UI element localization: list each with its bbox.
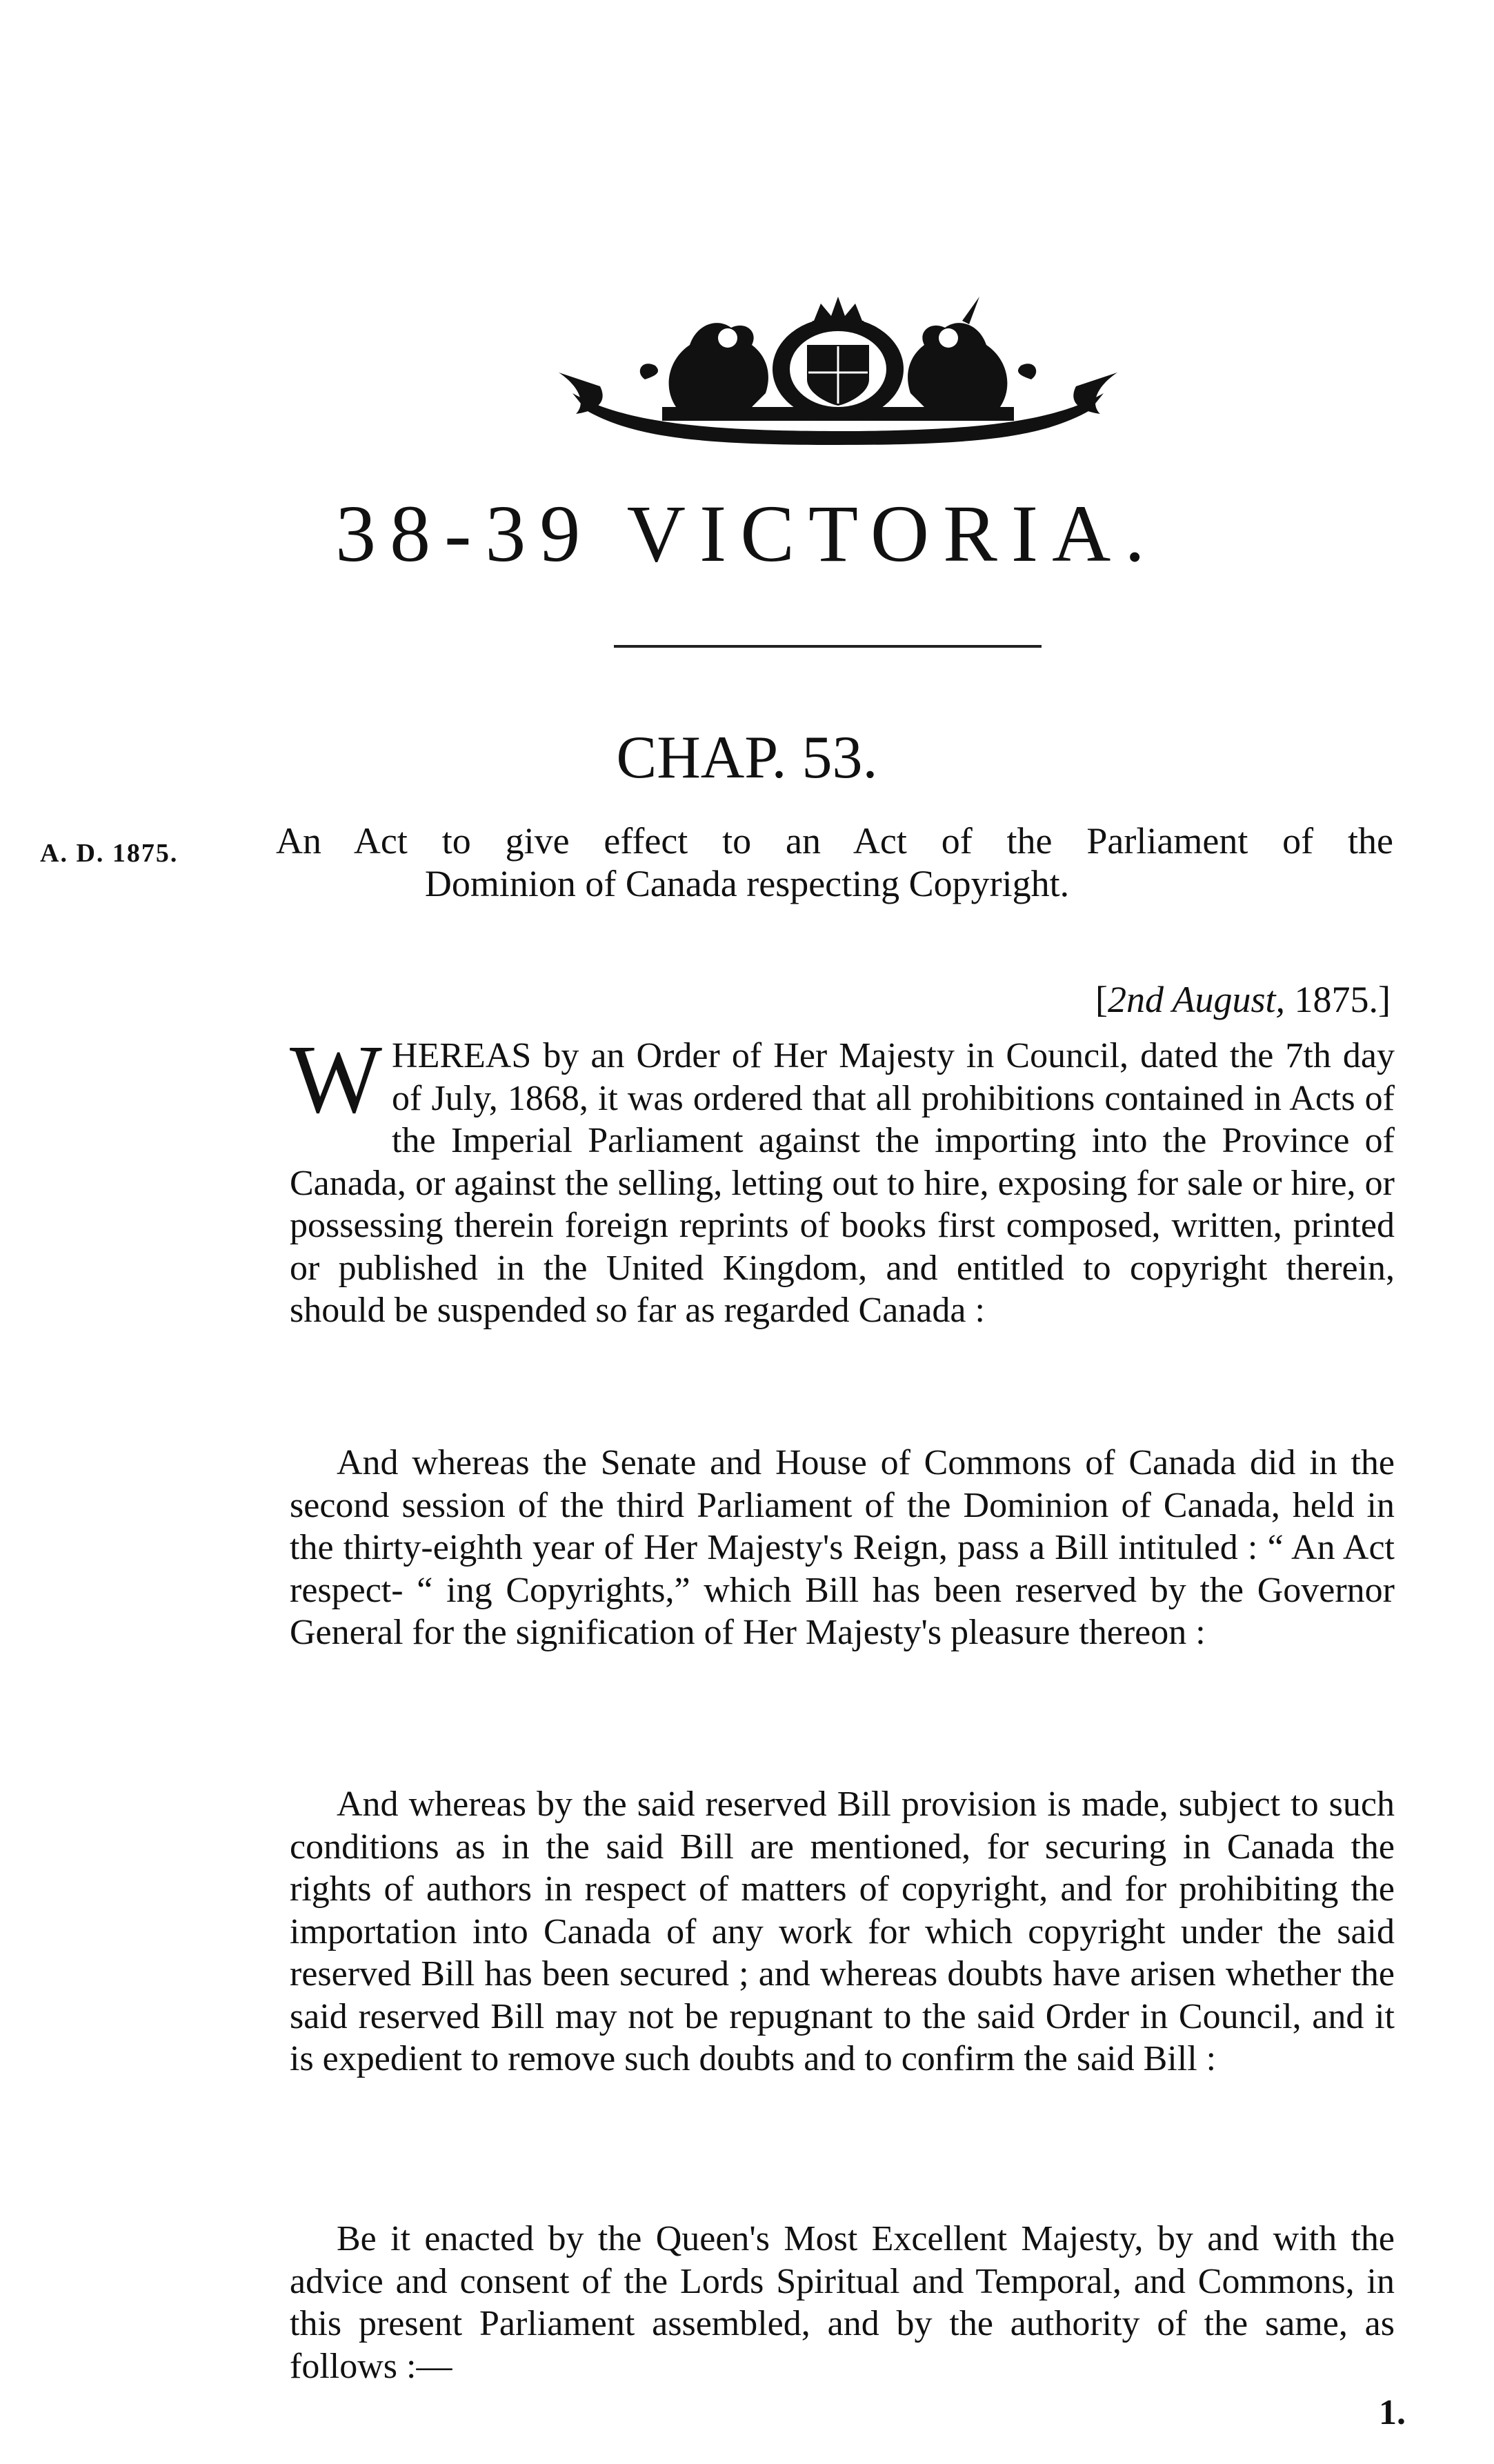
catchword: 1. [1379, 2393, 1406, 2432]
preamble-paragraph-1 [290, 1024, 1395, 1332]
preamble-paragraph-1-text: HEREAS by an Order of Her Majesty in Council, dated the 7th day of July, 1868, it was ordered that all prohibitions contained in Acts of the Imperial Parliament against the importing into the Province of Canada, or against the selling, letting out to hire, exposing for sale or hire, or possessing therein foreign reprints of books first composed, written, printed or published in the United Kingdom, and entitled to copyright therein, should be suspended so far as regarded Canada : [290, 1036, 1395, 1330]
preamble-paragraph-3: And whereas by the said reserved Bill provision is made, subject to such conditions as in the said Bill are mentioned, for securing in Canada the rights of authors in respect of matters of copyright, and for prohibiting the importation into Canada of any work for which copyright under the said reserved Bill has been secured ; and whereas doubts have arisen whether the said reserved Bill may not be repugnant to the said Order in Council, and it is expedient to remove such doubts and to confirm the said Bill : [290, 1785, 1395, 2078]
chapter-heading: CHAP. 53. [616, 724, 878, 791]
assent-date-day: 2nd August, [1107, 979, 1286, 1020]
regnal-year-heading: 38-39 VICTORIA. [335, 488, 1159, 579]
act-title-line-1: An Act to give effect to an Act of the Parliament of the [276, 820, 1393, 862]
royal-coat-of-arms-icon [559, 290, 1117, 448]
heading-rule [614, 645, 1042, 648]
act-title-line-2: Dominion of Canada respecting Copyright. [424, 863, 1070, 904]
drop-cap: W [290, 1024, 383, 1133]
side-note-year: A. D. 1875. [40, 839, 179, 868]
assent-date-year: 1875.] [1285, 979, 1391, 1020]
assent-date [1095, 978, 1391, 1021]
assent-date-open: [ [1095, 979, 1108, 1020]
preamble-paragraph-2: And whereas the Senate and House of Commons of Canada did in the second session of the third Parliament of the Dominion of Canada, held in the thirty-eighth year of Her Majesty's Reign, pass a Bill intituled : “ An Act respect- “ ing Copyrights,” which Bill has been reserved by the Governor General for the signification of Her Majesty's pleasure thereon : [290, 1443, 1395, 1652]
enacting-clause: Be it enacted by the Queen's Most Excellent Majesty, by and with the advice and consent of the Lords Spiritual and Temporal, and Commons, in this present Parliament assembled, and by the authority of the same, as follows :— [290, 2219, 1395, 2386]
